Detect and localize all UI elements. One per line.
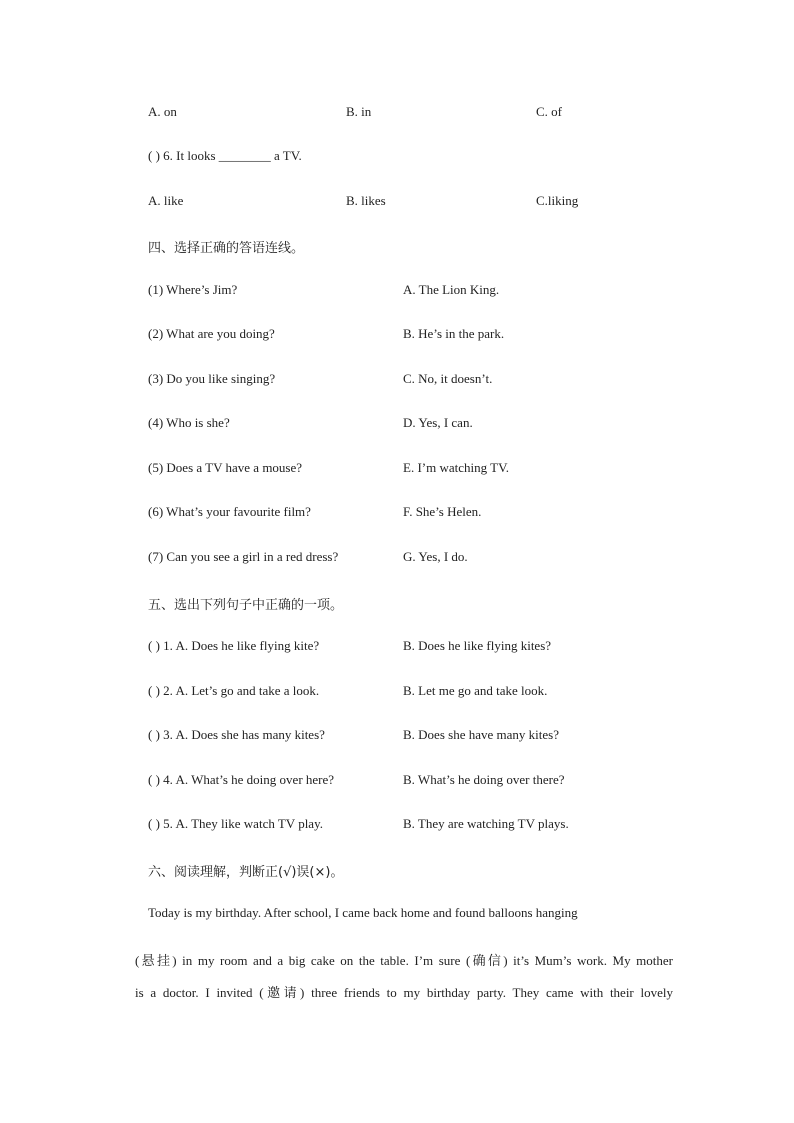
match-question: (1) Where’s Jim? bbox=[148, 282, 238, 297]
match-question: (2) What are you doing? bbox=[148, 326, 275, 341]
q6-option-a: A. like bbox=[148, 193, 184, 208]
match-answer: G. Yes, I do. bbox=[403, 549, 468, 564]
passage-line-3: is a doctor. I invited (邀请) three friends to my birthday party. They came with their lovely bbox=[135, 985, 673, 1000]
match-answer: A. The Lion King. bbox=[403, 282, 500, 297]
section5-title: 五、选出下列句子中正确的一项。 bbox=[148, 598, 344, 613]
choice-option-b: B. Does she have many kites? bbox=[403, 727, 559, 742]
choice-option-a: ( ) 1. A. Does he like flying kite? bbox=[148, 638, 320, 653]
choice-option-b: B. They are watching TV plays. bbox=[403, 816, 569, 831]
match-answer: B. He’s in the park. bbox=[403, 326, 505, 341]
q5-option-a: A. on bbox=[148, 104, 177, 119]
q5-option-c: C. of bbox=[536, 104, 562, 119]
q6-option-b: B. likes bbox=[346, 193, 386, 208]
match-answer: E. I’m watching TV. bbox=[403, 460, 510, 475]
passage-line-1: Today is my birthday. After school, I came back home and found balloons hanging bbox=[148, 905, 578, 920]
q5-option-b: B. in bbox=[346, 104, 372, 119]
choice-option-a: ( ) 4. A. What’s he doing over here? bbox=[148, 772, 335, 787]
match-question: (3) Do you like singing? bbox=[148, 371, 276, 386]
choice-option-a: ( ) 2. A. Let’s go and take a look. bbox=[148, 683, 320, 698]
passage-line-2: (悬挂) in my room and a big cake on the table. I’m sure (确信) it’s Mum’s work. My mother bbox=[135, 953, 673, 968]
match-question: (7) Can you see a girl in a red dress? bbox=[148, 549, 339, 564]
match-answer: D. Yes, I can. bbox=[403, 415, 473, 430]
choice-option-a: ( ) 3. A. Does she has many kites? bbox=[148, 727, 325, 742]
match-question: (6) What’s your favourite film? bbox=[148, 504, 311, 519]
section6-title: 六、阅读理解，判断正(√)误(×)。 bbox=[148, 865, 344, 880]
match-question: (4) Who is she? bbox=[148, 415, 230, 430]
choice-option-b: B. What’s he doing over there? bbox=[403, 772, 565, 787]
choice-option-a: ( ) 5. A. They like watch TV play. bbox=[148, 816, 323, 831]
choice-option-b: B. Let me go and take look. bbox=[403, 683, 548, 698]
q6-option-c: C.liking bbox=[536, 193, 579, 208]
match-answer: C. No, it doesn’t. bbox=[403, 371, 493, 386]
section4-title: 四、选择正确的答语连线。 bbox=[148, 241, 305, 256]
match-question: (5) Does a TV have a mouse? bbox=[148, 460, 303, 475]
match-answer: F. She’s Helen. bbox=[403, 504, 482, 519]
q6-stem: ( ) 6. It looks ________ a TV. bbox=[148, 148, 302, 163]
choice-option-b: B. Does he like flying kites? bbox=[403, 638, 552, 653]
